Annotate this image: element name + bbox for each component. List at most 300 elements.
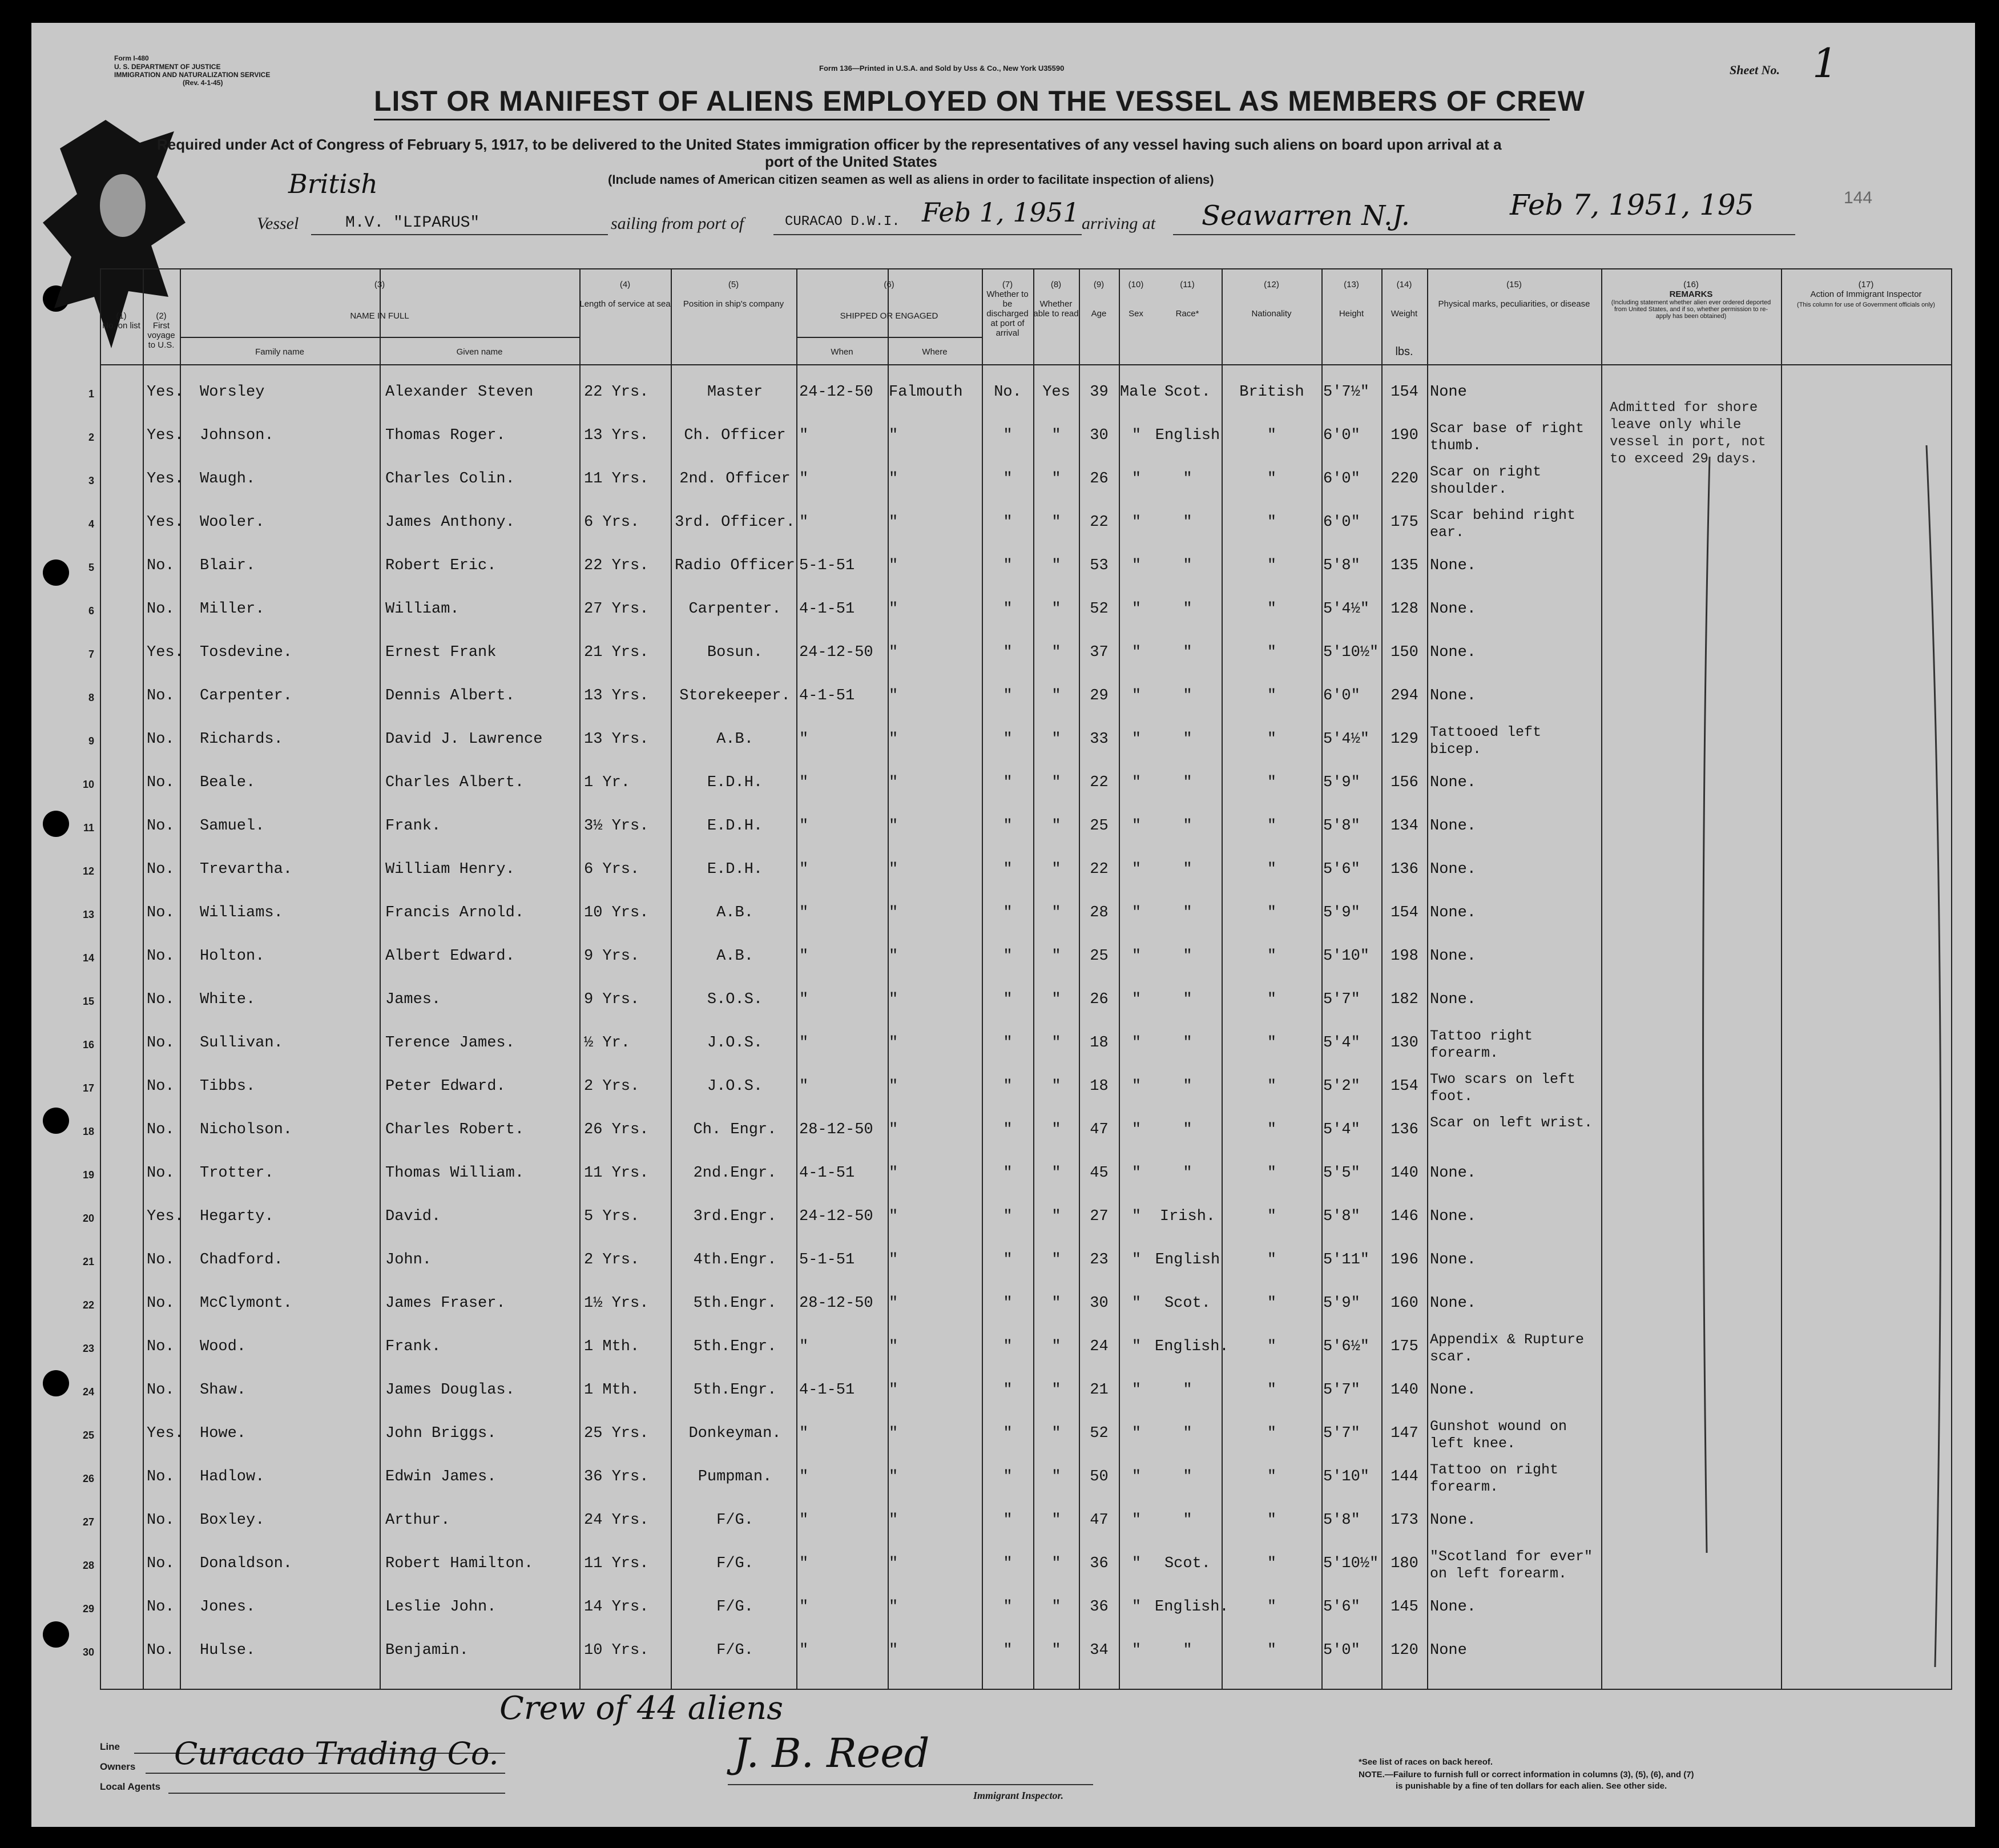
cell-read: "	[1051, 1078, 1061, 1095]
requirement-line-3: (Include names of American citizen seamen as well as aliens in order to facilitate inspection of aliens)	[608, 172, 1214, 187]
agents-signature: Curacao Trading Co.	[174, 1736, 499, 1771]
cell-marks: Appendix & Rupture scar.	[1430, 1331, 1585, 1365]
revision: (Rev. 4-1-45)	[183, 79, 223, 87]
cell-weight: 220	[1391, 470, 1418, 488]
cell-age: 25	[1090, 948, 1109, 965]
punch-hole	[43, 559, 69, 586]
cell-age: 50	[1090, 1468, 1109, 1485]
cell-position: 2nd.Engr.	[693, 1165, 777, 1182]
cell-discharged: "	[1003, 1208, 1013, 1225]
cell-when: "	[799, 818, 809, 835]
cell-when: "	[799, 1512, 809, 1529]
cell-weight: 175	[1391, 514, 1418, 531]
cell-nationality: "	[1267, 1425, 1277, 1442]
cell-where: "	[889, 644, 898, 661]
cell-first: No.	[147, 1078, 175, 1095]
cell-nationality: "	[1267, 1034, 1277, 1052]
cell-family: White.	[200, 991, 256, 1008]
cell-position: F/G.	[716, 1599, 753, 1616]
cell-first: No.	[147, 1512, 175, 1529]
cell-sex: "	[1131, 601, 1142, 618]
row-number: 23	[82, 1343, 94, 1354]
cell-nationality: "	[1267, 427, 1277, 444]
cell-family: Carpenter.	[200, 687, 293, 704]
cell-read: "	[1051, 427, 1061, 444]
cell-where: "	[889, 687, 898, 704]
cell-marks: Scar behind right ear.	[1430, 507, 1576, 541]
cell-age: 36	[1090, 1555, 1109, 1572]
sailing-port: CURACAO D.W.I.	[785, 214, 900, 230]
cell-sex: "	[1131, 1078, 1142, 1095]
cell-given: Robert Eric.	[385, 557, 497, 574]
cell-weight: 128	[1391, 601, 1418, 618]
cell-sex: "	[1131, 731, 1142, 748]
cell-read: "	[1051, 1599, 1061, 1616]
cell-marks: None.	[1430, 1208, 1477, 1225]
cell-race: "	[1183, 1121, 1192, 1138]
cell-service: 11 Yrs.	[584, 1165, 649, 1182]
cell-weight: 145	[1391, 1599, 1418, 1616]
cell-height: 5'0"	[1323, 1642, 1360, 1659]
cell-nationality: "	[1267, 1468, 1277, 1485]
cell-where: "	[889, 1165, 898, 1182]
cell-height: 5'4"	[1323, 1034, 1360, 1052]
cell-weight: 175	[1391, 1338, 1418, 1355]
cell-where: "	[889, 1512, 898, 1529]
cell-read: "	[1051, 1338, 1061, 1355]
cell-read: "	[1051, 1295, 1061, 1312]
row-number: 9	[88, 735, 94, 747]
cell-weight: 134	[1391, 818, 1418, 835]
cell-age: 39	[1090, 384, 1109, 401]
vessel-label: Vessel	[257, 214, 299, 233]
cell-race: "	[1183, 731, 1192, 748]
cell-marks: None.	[1430, 818, 1477, 835]
cell-given: Thomas Roger.	[385, 427, 506, 444]
owners-label: Owners	[100, 1761, 136, 1772]
cell-height: 5'6"	[1323, 1599, 1360, 1616]
cell-race: "	[1183, 557, 1192, 574]
cell-sex: "	[1131, 1599, 1142, 1616]
vessel-name: M.V. "LIPARUS"	[345, 214, 480, 232]
cell-race: "	[1183, 1512, 1192, 1529]
row-number: 7	[88, 649, 94, 660]
cell-weight: 150	[1391, 644, 1418, 661]
col-17-label: (17) Action of Immigrant Inspector (This column for use of Government officials only)	[1797, 280, 1935, 308]
cell-position: 3rd.Engr.	[693, 1208, 777, 1225]
cell-when: "	[799, 1078, 809, 1095]
arriving-label: arriving at	[1082, 214, 1156, 233]
cell-age: 33	[1090, 731, 1109, 748]
cell-where: "	[889, 470, 898, 488]
cell-given: John.	[385, 1251, 432, 1269]
cell-race: "	[1183, 991, 1192, 1008]
table-top-rule	[100, 268, 1952, 269]
cell-nationality: "	[1267, 1338, 1277, 1355]
cell-where: "	[889, 904, 898, 921]
cell-weight: 146	[1391, 1208, 1418, 1225]
cell-first: No.	[147, 1338, 175, 1355]
cell-when: "	[799, 514, 809, 531]
cell-height: 5'9"	[1323, 1295, 1360, 1312]
cell-nationality: "	[1267, 904, 1277, 921]
cell-where: "	[889, 1382, 898, 1399]
cell-first: Yes.	[147, 427, 184, 444]
cell-sex: "	[1131, 1208, 1142, 1225]
row-number: 16	[82, 1039, 94, 1050]
cell-nationality: "	[1267, 1251, 1277, 1269]
cell-height: 5'6½"	[1323, 1338, 1370, 1355]
cell-discharged: "	[1003, 1078, 1013, 1095]
cell-height: 5'7"	[1323, 1382, 1360, 1399]
cell-where: "	[889, 427, 898, 444]
cell-family: Hadlow.	[200, 1468, 265, 1485]
row-number: 13	[82, 909, 94, 920]
cell-position: Master	[707, 384, 763, 401]
cell-discharged: "	[1003, 731, 1013, 748]
cell-position: Storekeeper.	[679, 687, 791, 704]
cell-sex: "	[1131, 1165, 1142, 1182]
cell-position: S.O.S.	[707, 991, 763, 1008]
cell-sex: "	[1131, 861, 1142, 878]
cell-position: J.O.S.	[707, 1034, 763, 1052]
col-8-label: (8) Whether able to read	[1033, 280, 1079, 319]
cell-discharged: "	[1003, 861, 1013, 878]
cell-discharged: "	[1003, 427, 1013, 444]
cell-read: "	[1051, 1121, 1061, 1138]
weight-unit: lbs.	[1395, 345, 1413, 358]
cell-race: "	[1183, 470, 1192, 488]
cell-first: No.	[147, 1295, 175, 1312]
col-6-num: (6)	[884, 280, 894, 289]
cell-discharged: "	[1003, 774, 1013, 791]
cell-nationality: "	[1267, 1382, 1277, 1399]
cell-weight: 154	[1391, 904, 1418, 921]
cell-service: 1 Mth.	[584, 1382, 640, 1399]
cell-weight: 154	[1391, 384, 1418, 401]
cell-first: No.	[147, 557, 175, 574]
cell-sex: "	[1131, 557, 1142, 574]
cell-family: Sullivan.	[200, 1034, 283, 1052]
cell-discharged: "	[1003, 991, 1013, 1008]
cell-family: Howe.	[200, 1425, 247, 1442]
cell-race: "	[1183, 514, 1192, 531]
cell-service: 2 Yrs.	[584, 1251, 640, 1269]
cell-marks: Tattoo right forearm.	[1430, 1028, 1533, 1061]
col-14-label: (14) Weight	[1391, 280, 1418, 319]
requirement-line-1: Required under Act of Congress of February 5, 1917, to be delivered to the United States immigration officer by the representatives of any vessel having such aliens on board upon arrival at a	[157, 136, 1502, 153]
cell-given: Edwin James.	[385, 1468, 497, 1485]
cell-sex: "	[1131, 774, 1142, 791]
cell-service: 27 Yrs.	[584, 601, 649, 618]
agency: U. S. DEPARTMENT OF JUSTICE	[114, 63, 221, 71]
cell-when: "	[799, 1338, 809, 1355]
cell-where: "	[889, 991, 898, 1008]
cell-position: Radio Officer	[675, 557, 795, 574]
cell-height: 5'11"	[1323, 1251, 1370, 1269]
cell-race: "	[1183, 644, 1192, 661]
cell-position: 5th.Engr.	[693, 1338, 777, 1355]
cell-race: "	[1183, 774, 1192, 791]
arriving-date: Feb 7, 1951, 195	[1510, 188, 1754, 222]
row-number: 18	[82, 1126, 94, 1137]
cell-age: 25	[1090, 818, 1109, 835]
vessel-underline	[311, 234, 608, 235]
cell-nationality: "	[1267, 1121, 1277, 1138]
cell-when: 4-1-51	[799, 687, 855, 704]
cell-given: David.	[385, 1208, 441, 1225]
corner-number: 144	[1844, 188, 1873, 207]
cell-race: "	[1183, 948, 1192, 965]
cell-marks: None.	[1430, 1165, 1477, 1182]
handwritten-strokes	[1607, 422, 1972, 1678]
col-6-label: SHIPPED OR ENGAGED	[840, 311, 938, 321]
cell-marks: None.	[1430, 1599, 1477, 1616]
cell-service: 10 Yrs.	[584, 1642, 649, 1659]
cell-position: 4th.Engr.	[693, 1251, 777, 1269]
cell-marks: Two scars on left foot.	[1430, 1071, 1576, 1105]
col-3-given-label: Given name	[456, 347, 503, 357]
cell-when: "	[799, 904, 809, 921]
cell-where: "	[889, 1208, 898, 1225]
cell-height: 6'0"	[1323, 514, 1360, 531]
col-15-label: (15) Physical marks, peculiarities, or disease	[1438, 280, 1590, 309]
cell-weight: 129	[1391, 731, 1418, 748]
row-number: 19	[82, 1169, 94, 1181]
cell-where: "	[889, 1425, 898, 1442]
cell-race: "	[1183, 1642, 1192, 1659]
cell-given: Benjamin.	[385, 1642, 469, 1659]
cell-marks: None.	[1430, 774, 1477, 791]
cell-family: Hulse.	[200, 1642, 256, 1659]
cell-race: Scot.	[1164, 1555, 1211, 1572]
cell-when: 5-1-51	[799, 557, 855, 574]
cell-race: English	[1155, 427, 1220, 444]
cell-family: Wood.	[200, 1338, 247, 1355]
cell-first: Yes.	[147, 384, 184, 401]
cell-read: "	[1051, 1034, 1061, 1052]
cell-sex: "	[1131, 1251, 1142, 1269]
cell-marks: None.	[1430, 1382, 1477, 1399]
cell-given: William.	[385, 601, 460, 618]
manifest-title: LIST OR MANIFEST OF ALIENS EMPLOYED ON THE VESSEL AS MEMBERS OF CREW	[374, 85, 1585, 117]
cell-service: 26 Yrs.	[584, 1121, 649, 1138]
cell-weight: 160	[1391, 1295, 1418, 1312]
cell-weight: 136	[1391, 1121, 1418, 1138]
form-id: Form I-480	[114, 54, 149, 62]
cell-position: Donkeyman.	[688, 1425, 781, 1442]
cell-age: 28	[1090, 904, 1109, 921]
cell-read: "	[1051, 948, 1061, 965]
cell-given: Francis Arnold.	[385, 904, 525, 921]
cell-when: 4-1-51	[799, 601, 855, 618]
cell-where: "	[889, 1121, 898, 1138]
cell-where: Falmouth	[889, 384, 963, 401]
cell-discharged: "	[1003, 1512, 1013, 1529]
cell-first: No.	[147, 1121, 175, 1138]
col-7-label: (7) Whether to be discharged at port of arrival	[986, 280, 1029, 338]
cell-marks: None.	[1430, 687, 1477, 704]
cell-nationality: "	[1267, 948, 1277, 965]
cell-when: "	[799, 1425, 809, 1442]
cell-sex: "	[1131, 991, 1142, 1008]
cell-sex: "	[1131, 644, 1142, 661]
cell-weight: 130	[1391, 1034, 1418, 1052]
shipped-subhdr-rule	[796, 337, 982, 338]
row-number: 10	[82, 779, 94, 790]
line-label: Line	[100, 1741, 120, 1752]
cell-race: Scot.	[1164, 384, 1211, 401]
cell-position: E.D.H.	[707, 861, 763, 878]
cell-discharged: "	[1003, 601, 1013, 618]
cell-when: 24-12-50	[799, 384, 873, 401]
cell-where: "	[889, 557, 898, 574]
cell-age: 37	[1090, 644, 1109, 661]
cell-where: "	[889, 514, 898, 531]
cell-first: No.	[147, 774, 175, 791]
cell-age: 47	[1090, 1121, 1109, 1138]
row-number: 21	[82, 1256, 94, 1267]
cell-race: Irish.	[1159, 1208, 1216, 1225]
cell-service: 25 Yrs.	[584, 1425, 649, 1442]
cell-discharged: "	[1003, 1338, 1013, 1355]
cell-age: 22	[1090, 514, 1109, 531]
cell-race: "	[1183, 1078, 1192, 1095]
cell-nationality: "	[1267, 557, 1277, 574]
table-bottom-rule	[100, 1689, 1952, 1690]
cell-weight: 144	[1391, 1468, 1418, 1485]
cell-position: 3rd. Officer.	[675, 514, 795, 531]
cell-discharged: "	[1003, 1034, 1013, 1052]
cell-discharged: "	[1003, 818, 1013, 835]
cell-service: 21 Yrs.	[584, 644, 649, 661]
cell-given: Terence James.	[385, 1034, 515, 1052]
cell-given: Frank.	[385, 1338, 441, 1355]
cell-first: No.	[147, 861, 175, 878]
cell-nationality: "	[1267, 470, 1277, 488]
cell-marks: None.	[1430, 1295, 1477, 1312]
cell-given: Charles Albert.	[385, 774, 525, 791]
cell-family: Blair.	[200, 557, 256, 574]
cell-weight: 173	[1391, 1512, 1418, 1529]
cell-family: Chadford.	[200, 1251, 283, 1269]
cell-height: 5'7"	[1323, 991, 1360, 1008]
cell-weight: 147	[1391, 1425, 1418, 1442]
cell-given: David J. Lawrence	[385, 731, 543, 748]
cell-when: 24-12-50	[799, 1208, 873, 1225]
cell-where: "	[889, 1034, 898, 1052]
cell-nationality: British	[1239, 384, 1304, 401]
cell-height: 5'9"	[1323, 904, 1360, 921]
cell-given: Dennis Albert.	[385, 687, 515, 704]
cell-read: Yes	[1042, 384, 1070, 401]
cell-service: 9 Yrs.	[584, 948, 640, 965]
cell-when: "	[799, 427, 809, 444]
cell-when: "	[799, 470, 809, 488]
cell-nationality: "	[1267, 991, 1277, 1008]
cell-marks: None	[1430, 384, 1467, 401]
cell-service: 13 Yrs.	[584, 427, 649, 444]
cell-nationality: "	[1267, 731, 1277, 748]
cell-height: 5'7"	[1323, 1425, 1360, 1442]
cell-position: F/G.	[716, 1555, 753, 1572]
cell-when: "	[799, 1642, 809, 1659]
cell-nationality: "	[1267, 818, 1277, 835]
sailing-label: sailing from port of	[611, 214, 744, 233]
cell-given: Ernest Frank	[385, 644, 497, 661]
cell-nationality: "	[1267, 861, 1277, 878]
cell-discharged: "	[1003, 557, 1013, 574]
cell-race: English.	[1155, 1599, 1229, 1616]
cell-age: 34	[1090, 1642, 1109, 1659]
cell-age: 53	[1090, 557, 1109, 574]
cell-discharged: "	[1003, 1295, 1013, 1312]
cell-age: 36	[1090, 1599, 1109, 1616]
cell-where: "	[889, 731, 898, 748]
cell-marks: "Scotland for ever" on left forearm.	[1430, 1548, 1593, 1582]
cell-nationality: "	[1267, 687, 1277, 704]
cell-read: "	[1051, 514, 1061, 531]
cell-sex: "	[1131, 1338, 1142, 1355]
cell-height: 5'10"	[1323, 1468, 1370, 1485]
cell-given: Peter Edward.	[385, 1078, 506, 1095]
title-underline	[374, 119, 1550, 120]
cell-position: Pumpman.	[698, 1468, 772, 1485]
row-number: 4	[88, 518, 94, 530]
cell-sex: "	[1131, 1642, 1142, 1659]
cell-discharged: No.	[994, 384, 1022, 401]
cell-where: "	[889, 861, 898, 878]
cell-first: No.	[147, 1251, 175, 1269]
cell-when: "	[799, 1034, 809, 1052]
col-2-label: (2) First voyage to U.S.	[147, 311, 175, 350]
cell-given: Charles Colin.	[385, 470, 515, 488]
cell-marks: Scar base of right thumb.	[1430, 420, 1585, 454]
cell-where: "	[889, 774, 898, 791]
cell-first: No.	[147, 948, 175, 965]
cell-given: Alexander Steven	[385, 384, 534, 401]
cell-marks: None.	[1430, 1512, 1477, 1529]
name-subhdr-rule	[180, 337, 579, 338]
cell-height: 5'9"	[1323, 774, 1360, 791]
cell-family: Nicholson.	[200, 1121, 293, 1138]
cell-where: "	[889, 1251, 898, 1269]
cell-race: "	[1183, 687, 1192, 704]
cell-sex: "	[1131, 1034, 1142, 1052]
sailing-underline	[773, 234, 1082, 235]
cell-height: 5'5"	[1323, 1165, 1360, 1182]
cell-first: Yes.	[147, 1425, 184, 1442]
cell-first: Yes.	[147, 470, 184, 488]
cell-first: Yes.	[147, 514, 184, 531]
cell-family: Holton.	[200, 948, 265, 965]
row-number: 17	[82, 1082, 94, 1094]
cell-age: 22	[1090, 861, 1109, 878]
cell-weight: 140	[1391, 1382, 1418, 1399]
col-16-label: (16) REMARKS (Including statement whether alien ever ordered deported from United States, and if so, whether permission to re-apply has been obtained)	[1611, 280, 1771, 320]
cell-race: "	[1183, 1034, 1192, 1052]
row-number: 29	[82, 1603, 94, 1615]
cell-family: Waugh.	[200, 470, 256, 488]
agents-rule	[168, 1793, 505, 1794]
punch-hole	[43, 811, 69, 837]
cell-nationality: "	[1267, 1208, 1277, 1225]
row-number: 12	[82, 865, 94, 877]
service: IMMIGRATION AND NATURALIZATION SERVICE	[114, 71, 271, 79]
sheet-number: 1	[1812, 40, 1838, 87]
arriving-port: Seawarren N.J.	[1202, 200, 1410, 232]
row-number: 25	[82, 1430, 94, 1441]
